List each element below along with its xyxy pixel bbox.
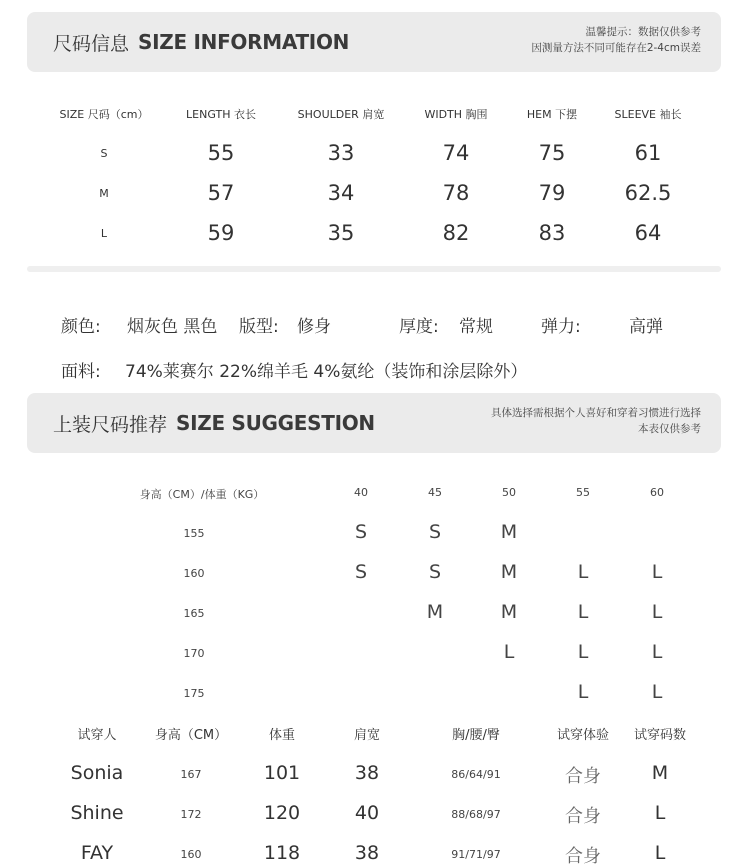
size-label: S: [100, 147, 108, 160]
suggested-size: L: [577, 601, 589, 623]
suggested-size: L: [577, 641, 589, 663]
color-value: 烟灰色 黑色: [127, 317, 218, 337]
size-value: 33: [327, 141, 355, 165]
size-value: 62.5: [624, 181, 672, 205]
try-on-header: 试穿人: [77, 728, 117, 743]
suggested-size: S: [428, 561, 442, 583]
try-on-value: 合身: [565, 806, 601, 827]
size-value: 59: [207, 221, 235, 245]
size-value: 83: [538, 221, 566, 245]
size-suggestion-banner: [27, 393, 721, 453]
try-on-value: 40: [354, 802, 380, 824]
height-label: 155: [183, 527, 205, 540]
size-info-title-cn: 尺码信息: [53, 32, 130, 55]
size-table-header: WIDTH 胸围: [424, 108, 488, 121]
size-suggestion-note-line: 本表仅供参考: [638, 423, 701, 435]
size-label: M: [99, 187, 109, 200]
suggested-size: L: [651, 561, 663, 583]
suggested-size: L: [651, 601, 663, 623]
section-divider: [27, 266, 721, 272]
try-on-value: 88/68/97: [451, 808, 501, 821]
height-label: 170: [183, 647, 205, 660]
size-value: 57: [207, 181, 235, 205]
color-label: 颜色:: [61, 317, 101, 337]
fabric-label: 面料:: [61, 362, 101, 382]
try-on-value: 合身: [565, 846, 601, 867]
try-on-value: L: [654, 842, 666, 864]
fit-label: 版型:: [239, 317, 279, 337]
try-on-value: 160: [180, 848, 202, 861]
try-on-name: Sonia: [70, 762, 124, 784]
size-info-note-line: 温馨提示：数据仅供参考: [585, 26, 701, 38]
suggested-size: S: [354, 561, 368, 583]
try-on-header: 身高（CM）: [154, 728, 228, 743]
size-suggestion-note: [491, 405, 701, 437]
size-suggestion-title-cn: 上装尺码推荐: [53, 413, 168, 436]
size-value: 61: [634, 141, 662, 165]
suggested-size: S: [354, 521, 368, 543]
try-on-value: 101: [263, 762, 301, 784]
height-label: 165: [183, 607, 205, 620]
size-value: 75: [538, 141, 566, 165]
try-on-value: M: [651, 762, 669, 784]
try-on-value: L: [654, 802, 666, 824]
size-suggestion-title: [53, 393, 375, 453]
try-on-header: 肩宽: [353, 728, 381, 743]
try-on-value: 172: [180, 808, 202, 821]
fit-value: 修身: [297, 317, 331, 337]
try-on-value: 合身: [565, 766, 601, 787]
suggested-size: M: [500, 521, 518, 543]
size-info-note: [531, 24, 701, 56]
suggested-size: L: [577, 681, 589, 703]
size-table-header: SIZE 尺码（cm）: [59, 108, 149, 121]
try-on-value: 38: [354, 842, 380, 864]
size-value: 34: [327, 181, 355, 205]
height-label: 175: [183, 687, 205, 700]
suggested-size: L: [577, 561, 589, 583]
size-table-header: SHOULDER 肩宽: [297, 108, 385, 121]
size-value: 55: [207, 141, 235, 165]
height-label: 160: [183, 567, 205, 580]
try-on-value: 91/71/97: [451, 848, 501, 861]
size-value: 35: [327, 221, 355, 245]
try-on-value: 167: [180, 768, 202, 781]
size-suggestion-title-en: SIZE SUGGESTION: [176, 411, 375, 435]
size-info-banner: [27, 12, 721, 72]
size-value: 74: [442, 141, 470, 165]
weight-header: 40: [354, 486, 368, 499]
try-on-value: 38: [354, 762, 380, 784]
size-info-title: [53, 12, 349, 72]
try-on-value: 118: [263, 842, 301, 864]
suggested-size: L: [651, 681, 663, 703]
try-on-header: 试穿码数: [633, 728, 687, 743]
suggested-size: L: [651, 641, 663, 663]
suggested-size: S: [428, 521, 442, 543]
elasticity-value: 高弹: [629, 317, 663, 337]
size-table-header: HEM 下摆: [526, 108, 578, 121]
thickness-label: 厚度:: [399, 317, 439, 337]
elasticity-label: 弹力:: [541, 317, 581, 337]
thickness-value: 常规: [459, 317, 493, 337]
weight-header: 55: [576, 486, 590, 499]
size-table-header: SLEEVE 袖长: [614, 108, 682, 121]
try-on-value: 120: [263, 802, 301, 824]
try-on-header: 体重: [268, 728, 296, 743]
suggested-size: M: [500, 601, 518, 623]
size-value: 82: [442, 221, 470, 245]
suggested-size: M: [500, 561, 518, 583]
fabric-value: 74%莱赛尔 22%绵羊毛 4%氨纶（装饰和涂层除外）: [125, 362, 528, 382]
matrix-corner-label: 身高（CM）/体重（KG）: [139, 488, 265, 501]
try-on-name: FAY: [80, 842, 114, 864]
weight-header: 45: [428, 486, 442, 499]
size-label: L: [100, 227, 108, 240]
try-on-value: 86/64/91: [451, 768, 501, 781]
size-suggestion-note-line: 具体选择需根据个人喜好和穿着习惯进行选择: [491, 407, 701, 419]
try-on-header: 胸/腰/臀: [452, 728, 500, 743]
weight-header: 50: [502, 486, 516, 499]
size-value: 64: [634, 221, 662, 245]
size-info-note-line: 因测量方法不同可能存在2-4cm误差: [531, 42, 701, 54]
try-on-name: Shine: [70, 802, 124, 824]
size-info-title-en: SIZE INFORMATION: [138, 30, 350, 54]
size-value: 78: [442, 181, 470, 205]
suggested-size: M: [426, 601, 444, 623]
size-value: 79: [538, 181, 566, 205]
size-table-header: LENGTH 衣长: [186, 108, 256, 121]
suggested-size: L: [503, 641, 515, 663]
try-on-header: 试穿体验: [556, 728, 610, 743]
weight-header: 60: [650, 486, 664, 499]
